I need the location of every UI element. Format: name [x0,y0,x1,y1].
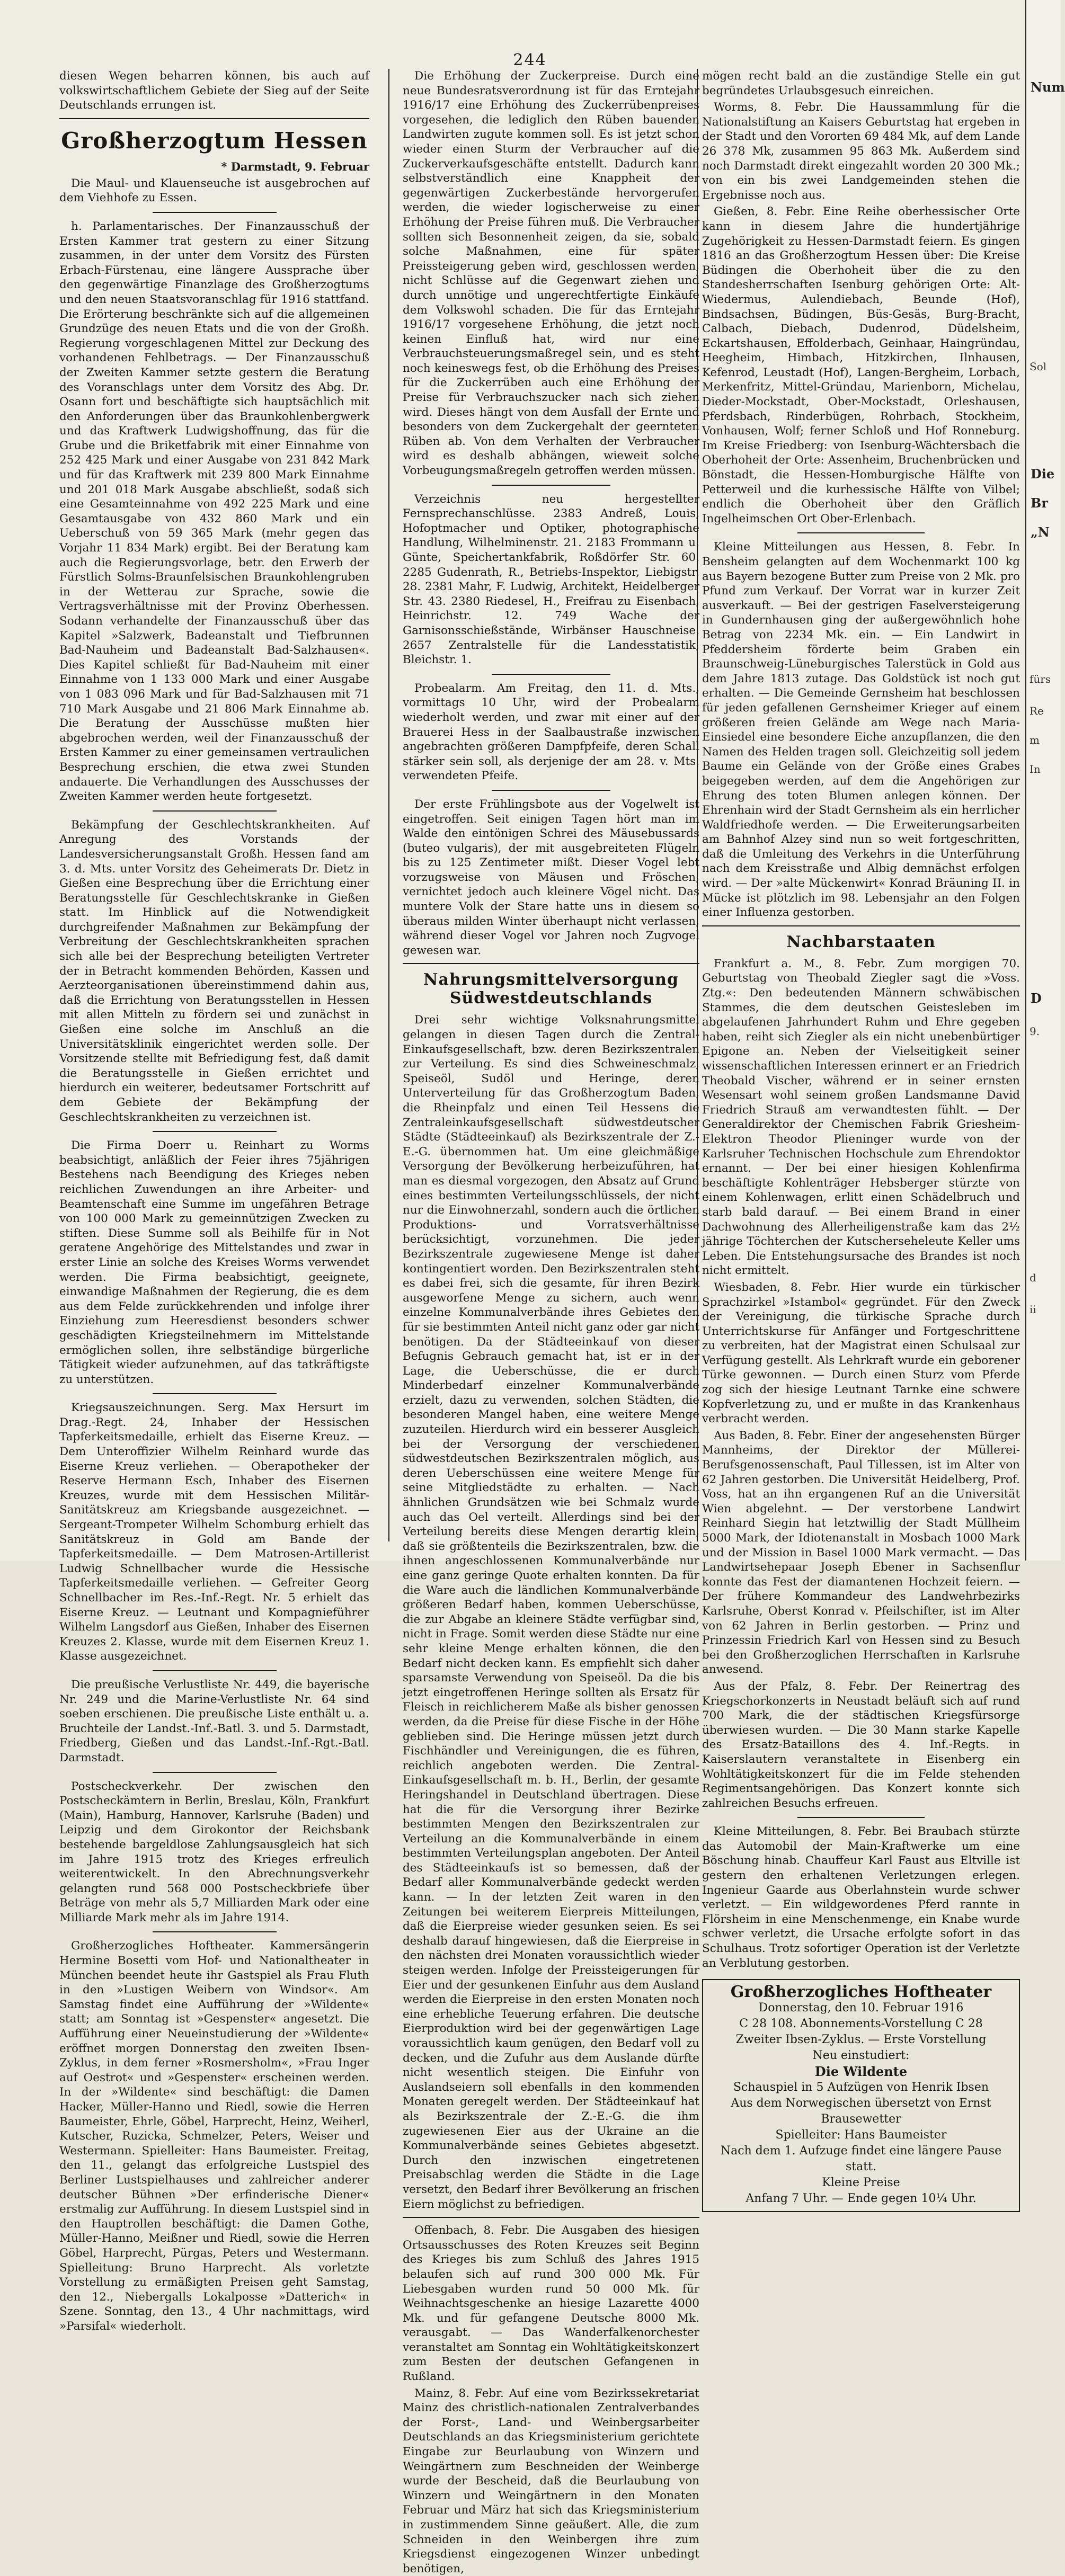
article: h. Parlamentarisches. Der Finanzausschuß der Ersten Kammer trat gestern zu einer Sitzung zusammen, in der unter dem Vorsitz des Fürsten Erbach-Fürstenau, eine längere Aussprache über den gegenwärtige Finanzlage des Großherzogtums und den neuen Staatsvoranschlag für 1916 stattfand. Die Erörterung beschränkte sich auf die allgemeinen Grundzüge des neuen Etats und die von der Großh. Regierung vorgeschlagenen Mittel zur Deckung des vorhandenen Fehlbetrags. — Der Finanzausschuß der Zweiten Kammer setzte gestern die Beratung des Voranschlags unter dem Vorsitz des Abg. Dr. Osann fort und beschäftigte sich hauptsächlich mit den Anforderungen über das Braunkohlenbergwerk und das Kraftwerk Ludwigshoffnung, das für die Grube und die Briketfabrik mit einer Einnahme von 252 425 Mark und einer Ausgabe von 231 842 Mark und für das Kraftwerk mit 239 800 Mark Einnahme und 201 018 Mark Ausgabe abschließt, sodaß sich eine Gesamteinnahme von 492 225 Mark und eine Gesamtausgabe von 432 860 Mark und ein Ueberschuß von 59 365 Mark (mehr gegen das Vorjahr 11 834 Mark) ergibt. Bei der Beratung kam auch die Regierungsvorlage, betr. den Erwerb der Fürstlich Solms-Braunfelsischen Braunkohlengruben in der Wetterau zur Sprache, sowie die Vertragsverhältnisse mit der Provinz Oberhessen. Sodann verhandelte der Finanzausschuß über das Kapitel »Salzwerk, Badeanstalt und Tiefbrunnen Bad-Nauheim und Badeanstalt Bad-Salzhausen«. Dies Kapitel schließt für Bad-Nauheim mit einer Einnahme von 1 133 000 Mark und einer Ausgabe von 1 083 096 Mark und für Bad-Salzhausen mit 71 710 Mark Ausgabe und 21 806 Mark Einnahme ab. Die Beratung der Ausschüsse mußten hier abgebrochen werden, weil der Finanzausschuß der Ersten Kammer zu einer gemeinsamen vertraulichen Besprechung erschien, die etwa zwei Stunden andauerte. Die Verhandlungen des Ausschusses der Zweiten Kammer werden heute fortgesetzt. [59,219,369,804]
announcement-prices: Kleine Preise [822,2176,900,2190]
article: Die preußische Verlustliste Nr. 449, die bayerische Nr. 249 und die Marine-Verlustliste Nr. 64 sind soeben erschienen. Die preußische Liste enthält u. a. Bruchteile der Landst.-Inf.-Batl. 3. und 5. Darmstadt, Friedberg, Gießen und das Landst.-Inf.-Rgt.-Batl. Darmstadt. [59,1678,369,1764]
article: Drei sehr wichtige Volksnahrungsmittel gelangen in diesen Tagen durch die Zentral-Einkaufsgesellschaft, bzw. deren Bezirkszentralen zur Verteilung. Es sind dies Schweineschmalz, Speiseöl, Sudöl und Heringe, deren Unterverteilung für das Großherzogtum Baden, die Rheinpfalz und einen Teil Hessens die Zentraleinkaufsgesellschaft südwestdeutscher Städte (Städteeinkauf) als Bezirkszentrale der Z.-E.-G. übernommen hat. Um eine gleichmäßige Versorgung der Bevölkerung herbeizuführen, hat man es diesmal vorgezogen, den Absatz auf Grund eines bestimmten Verteilungsschlüssels, der nicht nur die Einwohnerzahl, sondern auch die örtlichen Produktions- und Vorratsverhältnisse berücksichtigt, vorzunehmen. Die jeder Bezirkszentrale zugewiesene Menge ist daher kontingentiert worden. Den Bezirkszentralen steht es dabei frei, sich die gesamte, für ihren Bezirk ausgeworfene Menge zu sichern, auch wenn einzelne Kommunalverbände ihres Gebietes den für sie bestimmten Anteil nicht ganz oder gar nicht benötigen. Da der Städteeinkauf von dieser Befugnis Gebrauch gemacht hat, ist er in der Lage, die Ueberschüsse, die er durch Minderbedarf einzelner Kommunalverbände erzielt, dazu zu verwenden, solchen Städten, die besonderen Mangel haben, eine weitere Menge zuzuteilen. Hierdurch wird ein besserer Ausgleich bei der Versorgung der verschiedenen südwestdeutschen Bezirkszentralen möglich, aus deren Ueberschüssen eine weitere Menge für seine Mitgliedstädte zu erhalten. — Nach ähnlichen Grundsätzen wie bei Schmalz wurde auch das Oel verteilt. Allerdings sind bei der Verteilung bereits diese Mengen derartig klein, daß sie größtenteils die Bezirkszentralen, bzw. die ihnen angeschlossenen Kommunalverbände nur eine ganz geringe Quote erhalten konnten. Da für die Ware auch die ländlichen Kommunalverbände größeren Bedarf haben, kommen Ueberschüsse, die zur Abgabe an kleinere Städte verfügbar sind, nicht in Frage. Somit werden diese Städte nur eine sehr kleine Menge erhalten können, die den Bedarf nicht decken kann. Es empfiehlt sich daher sparsamste Verwendung von Speiseöl. Da die bis jetzt eingetroffenen Heringe sollten als Ersatz für Fleisch in reichlicherem Maße als bisher genossen werden, da die Preise für diese Fische in der Höhe geblieben sind. Die Heringe müssen jetzt durch Fischhändler und Vereinigungen, die es führen, reichlich angeboten werden. Die Zentral-Einkaufsgesellschaft m. b. H., Berlin, der gesamte Heringshandel in Deutschland übertragen. Diese hat die für die Versorgung ihrer Bezirke bestimmten Mengen den Bezirkszentralen zur Verteilung an die Kommunalverbände in einem bestimmten Verteilungsplan angeboten. Der Anteil des Städteeinkaufs ist so bemessen, daß der Bedarf aller Kommunalverbände gedeckt werden kann. — In der letzten Zeit waren in den Zeitungen bei weiterem Eierpreis Mitteilungen, daß die Eierpreise wieder gesunken seien. Es sei deshalb darauf hingewiesen, daß die Eierpreise in den nächsten drei Monaten voraussichtlich wieder steigen werden. Infolge der Preissteigerungen für Eier und der gesunkenen Einfuhr aus dem Ausland werden die Eierpreise in den ersten Monaten noch eine erhebliche Teuerung erfahren. Die deutsche Eierproduktion wird bei der gegenwärtigen Lage voraussichtlich kaum genügen, den Bedarf voll zu decken, und die Zufuhr aus dem Auslande dürfte nicht wesentlich steigen. Die Einfuhr von Auslandseiern soll ebenfalls in den kommenden Monaten geregelt werden. Der Städteeinkauf hat als Bezirkszentrale der Z.-E.-G. die ihm zugewiesenen Eier aus der Ukraine an die Kommunalverbände seines Gebietes abgesetzt. Durch den inzwischen eingetretenen Preisabschlag werden die Städte in die Lage versetzt, den Bedarf ihrer Bevölkerung an frischen Eiern möglichst zu befriedigen. [403,1013,699,2211]
divider [797,1817,925,1818]
section-title: Nahrungsmittelversorgung Südwestdeutschlands [423,970,679,1008]
announcement-cycle: Zweiter Ibsen-Zyklus. — Erste Vorstellung [735,2033,987,2047]
column-2 [403,69,699,2575]
column-1 [59,69,369,2333]
intro-text: diesen Wegen beharren können, bis auch auf volkswirtschaftlichem Gebiete der Sieg auf der Seite Deutschlands errungen ist. [59,69,369,112]
article: Wiesbaden, 8. Febr. Hier wurde ein türkischer Sprachzirkel »Istambol« gegründet. Für den Zweck der Vereinigung, die türkische Sprache durch Unterrichtskurse für Anfänger und Fortgeschrittene zu verbreiten, hat der Magistrat einen Schulsaal zur Verfügung gestellt. Als Lehrkraft wurde ein geborener Türke gewonnen. — Durch einen Sturz vom Pferde zog sich der hiesige Leutnant Tarnke eine schwere Kopfverletzung zu, und er mußte in das Krankenhaus verbracht werden. [702,1280,1020,1426]
strip-label: Br [1031,495,1048,511]
divider [403,2217,699,2218]
strip-label: fürs [1030,673,1051,685]
announcement-translation: Aus dem Norwegischen übersetzt von Ernst Brausewetter [731,2097,991,2126]
announcement-date: Donnerstag, den 10. Februar 1916 [758,2001,964,2015]
announcement-pause: Nach dem 1. Aufzuge findet eine längere Pause statt. [720,2144,1002,2174]
strip-label: „N [1031,524,1050,540]
strip-label: D [1031,991,1042,1006]
article: Der erste Frühlingsbote aus der Vogelwelt ist eingetroffen. Seit einigen Tagen hört man im Walde den eintönigen Schrei des Mäusebussards (buteo vulgaris), der mit ausgebreiteten Flügeln bis zu 125 Zentimeter mißt. Dieser Vogel lebt vorzugsweise von Mäusen und Fröschen, vernichtet jedoch auch kleinere Vögel nicht. Das muntere Volk der Stare hatte uns in diesem so überaus milden Winter überhaupt nicht verlassen, während dieser Vogel vor Jahren noch Zugvogel gewesen war. [403,797,699,957]
divider [153,1131,277,1132]
divider [797,532,925,533]
strip-label: Re [1030,705,1044,717]
article: Mainz, 8. Febr. Auf eine vom Bezirkssekretariat Mainz des christlich-nationalen Zentralverbandes der Forst-, Land- und Weinbergsarbeiter Deutschlands an das Kriegsministerium gerichtete Eingabe zur Beurlaubung von Winzern und Weingärtnern zum Beschneiden der Weinberge wurde der Bescheid, daß die Beurlaubung von Winzern und Weingärtnern in den Monaten Februar und März hat sich das Kriegsministerium in zustimmendem Sinne geäußert. Alle, die zum Schneiden in den Weinbergen ihre zum Kriegsdienst eingezogenen Winzer unbedingt benötigen, [403,2386,699,2575]
divider [492,674,610,675]
announcement-title: Großherzogliches Hoftheater [730,1983,992,2002]
article: Kleine Mitteilungen, 8. Febr. Bei Braubach stürzte das Automobil der Main-Kraftwerke um eine Böschung hinab. Chauffeur Karl Faust aus Eltville ist gestern den erhaltenen Verletzungen erlegen. Ingenieur Gaarde aus Oberlahnstein wurde schwer verletzt. — Ein wildgewordenes Pferd rannte in Flörsheim in eine Menschenmenge, ein Knabe wurde schwer verletzt, die Ursache erfolgte sofort in das Schulhaus. Trotz sofortiger Operation ist der Verletzte an Verblutung gestorben. [702,1825,1020,1970]
article: Die Maul- und Klauenseuche ist ausgebrochen auf dem Viehhofe zu Essen. [59,176,369,205]
strip-label: Num [1031,79,1065,95]
divider [403,963,699,964]
divider [702,925,1020,926]
article: Aus der Pfalz, 8. Febr. Der Reinertrag des Kriegschorkonzerts in Neustadt beläuft sich auf rund 700 Mark, die der städtischen Kriegsfürsorge überwiesen wurden. — Die 30 Mann starke Kapelle des Ersatz-Bataillons des 4. Inf.-Regts. in Kaiserslautern veranstaltete in Eisenberg ein Wohltätigkeitskonzert für die im Felde stehenden Regimentsangehörigen. Das Konzert konnte sich zahlreichen Besuchs erfreuen. [702,1679,1020,1810]
article: Postscheckverkehr. Der zwischen den Postscheckämtern in Berlin, Breslau, Köln, Frankfurt (Main), Hamburg, Hannover, Karlsruhe (Baden) und Leipzig und dem Girokontor der Reichsbank bestehende bargeldlose Zahlungsausgleich hat sich im Jahre 1915 trotz des Krieges erfreulich weiterentwickelt. In den Abrechnungsverkehr gelangten rund 568 000 Postscheckbriefe über Beträge von mehr als 5,7 Milliarden Mark oder eine Milliarde Mark mehr als im Jahre 1914. [59,1779,369,1924]
column-3 [702,69,1020,2206]
divider [153,1931,277,1932]
adjacent-page-strip [1025,0,1065,1561]
strip-label: In [1030,763,1041,776]
divider [153,810,277,812]
strip-label: ii [1030,1303,1036,1316]
strip-label: d [1030,1271,1036,1284]
divider [59,118,369,119]
theater-announcement [702,1979,1020,2212]
announcement-director: Spielleiter: Hans Baumeister [775,2128,947,2142]
article: Die Firma Doerr u. Reinhart zu Worms beabsichtigt, anläßlich der Feier ihres 75jährigen Bestehens nach Beendigung des Krieges neben reichlichen Zuwendungen an ihre Arbeiter- und Beamtenschaft eine Summe im ungefähren Betrage von 100 000 Mark zu gemeinnützigen Zwecken zu stiften. Diese Summe soll als Beihilfe für in Not geratene Angehörige des Mittelstandes und zwar in erster Linie an solche des Kreises Worms verwendet werden. Die Firma beabsichtigt, geeignete, einwandige Maßnahmen der Regierung, die es dem aus dem Felde zurückkehrenden und infolge ihrer Einziehung zum Heeresdienst besonders schwer geschädigten Kriegsteilnehmern im Mittelstande ermöglichen sollen, ihre selbständige bürgerliche Tätigkeit wieder aufzunehmen, auf das tatkräftigste zu unterstützen. [59,1139,369,1386]
announcement-sub: Schauspiel in 5 Aufzügen von Henrik Ibsen [733,2081,989,2094]
article: Gießen, 8. Febr. Eine Reihe oberhessischer Orte kann in diesem Jahre die hundertjährige Zugehörigkeit zu Hessen-Darmstadt feiern. Es gingen 1816 an das Großherzogtum Hessen über: Die Kreise Büdingen die Oberhoheit über die zu den Standesherrschaften Isenburg gehörigen Orte: Alt-Wiedermus, Aulendiebach, Beunde (Hof), Bindsachsen, Büdingen, Büs-Gesäs, Burg-Bracht, Calbach, Diebach, Dudenrod, Düdelsheim, Eckartshausen, Effolderbach, Geinhaar, Haingründau, Heegheim, Himbach, Hitzkirchen, Ilnhausen, Kefenrod, Leustadt (Hof), Langen-Bergheim, Lorbach, Merkenfritz, Mittel-Gründau, Marienborn, Michelau, Dieder-Mockstadt, Ober-Mockstadt, Orleshausen, Pferdsbach, Rinderbügen, Rohrbach, Stockheim, Vonhausen, Wolf; ferner Schloß und Hof Ronneburg. Im Kreise Friedberg: von Isenburg-Wächtersbach die Oberhoheit der Orte: Assenheim, Bruchenbrücken und Bönstadt, die Hessen-Homburgische Hälfte von Petterweil und die kurhessische Hälfte von Vilbel; endlich die Oberhoheit über den Gräflich Ingelheimschen Ort Ober-Erlenbach. [702,205,1020,525]
announcement-play: Die Wildente [814,2064,908,2080]
article: Aus Baden, 8. Febr. Einer der angesehensten Bürger Mannheims, der Direktor der Müllerei-Berufsgenossenschaft, Paul Tillessen, ist im Alter von 62 Jahren gestorben. Die Universität Heidelberg, Prof. Voss, hat an ihn ergangenen Ruf an die Universität Wien abgelehnt. — Der verstorbene Landwirt Reinhard Siegin hat letztwillig der Stadt Müllheim 5000 Mark, der Idiotenanstalt in Mosbach 1000 Mark und der Mission in Basel 1000 Mark vermacht. — Das Landwirtsehepaar Joseph Ebener in Sachsenflur konnte das Fest der diamantenen Hochzeit feiern. — Der frühere Kommandeur des Landwehrbezirks Karlsruhe, Oberst Konrad v. Pfeilschifter, ist im Alter von 62 Jahren in Berlin gestorben. — Prinz und Prinzessin Friedrich Karl von Hessen sind zu Besuch bei den Großherzoglichen Herrschaften in Karlsruhe anwesend. [702,1429,1020,1677]
article: mögen recht bald an die zuständige Stelle ein gut begründetes Urlaubsgesuch einreichen. [702,69,1020,97]
section-title: Nachbarstaaten [786,932,936,951]
divider [153,1670,277,1671]
article: Kriegsauszeichnungen. Serg. Max Hersurt im Drag.-Regt. 24, Inhaber der Hessischen Tapferkeitsmedaille, erhielt das Eiserne Kreuz. — Dem Unteroffizier Wilhelm Reinhard wurde das Eiserne Kreuz verliehen. — Oberapotheker der Reserve Hermann Esch, Inhaber des Eisernen Kreuzes, wurde mit dem Hessischen Militär-Sanitätskreuz am Kriegsbande ausgezeichnet. — Sergeant-Trompeter Wilhelm Schomburg erhielt das Sanitätskreuz in Gold am Bande der Tapferkeitsmedaille. — Dem Matrosen-Artillerist Ludwig Schnellbacher wurde die Hessische Tapferkeitsmedaille verliehen. — Gefreiter Georg Schnellbacher im Res.-Inf.-Regt. Nr. 5 erhielt das Eiserne Kreuz. — Leutnant und Kompagnieführer Wilhelm Langsdorf aus Gießen, Inhaber des Eisernen Kreuzes 2. Klasse, wurde mit dem Eisernen Kreuz 1. Klasse ausgezeichnet. [59,1401,369,1663]
section-title: Großherzogtum Hessen [61,127,368,154]
divider [492,485,610,486]
divider [153,212,277,213]
article: Bekämpfung der Geschlechtskrankheiten. Auf Anregung des Vorstands der Landesversicherungsanstalt Großh. Hessen fand am 3. d. Mts. unter Vorsitz des Geheimerats Dr. Dietz in Gießen eine Besprechung über die Errichtung einer Beratungsstelle für Geschlechtskranke in Gießen statt. Im Hinblick auf die Notwendigkeit durchgreifender Maßnahmen zur Bekämpfung der Verbreitung der Geschlechtskrankheiten sprachen sich alle bei der Besprechung beteiligten Vertreter der in Betracht kommenden Behörden, Kassen und Aerzteorganisationen übereinstimmend dahin aus, daß die Errichtung von Beratungsstellen in Hessen mit allen Mitteln zu fördern sei und zunächst in Gießen eine solche im Anschluß an die Universitätsklinik eingerichtet werden solle. Der Vorsitzende stellte mit Befriedigung fest, daß damit die Beratungsstelle in Gießen errichtet und hierdurch ein weiterer, bedeutsamer Fortschritt auf dem Gebiete der Bekämpfung der Geschlechtskrankheiten zu verzeichnen ist. [59,818,369,1124]
article: Worms, 8. Febr. Die Haussammlung für die Nationalstiftung an Kaisers Geburtstag hat ergeben in der Stadt und den Vororten 69 484 Mk, auf dem Lande 26 378 Mk, zusammen 95 863 Mk. Außerdem sind noch Darmstadt direkt eingezahlt worden 20 300 Mk.; von ein bis zwei Landgemeinden stehen die Ergebnisse noch aus. [702,101,1020,202]
announcement-neu: Neu einstudiert: [812,2049,910,2063]
article: Verzeichnis neu hergestellter Fernsprechanschlüsse. 2383 Andreß, Louis, Hofoptmacher und Optiker, photographische Handlung, Wilhelminenstr. 21. 2183 Frommann u. Günte, Speichertankfabrik, Roßdörfer Str. 60. 2285 Gudenrath, R., Betriebs-Inspektor, Liebigstr. 28. 2381 Mahr, F. Ludwig, Architekt, Heidelberger Str. 43. 2380 Riedesel, H., Freifrau zu Eisenbach, Heinrichstr. 12. 749 Wache der Garnisonsschießstände, Wirbänser Hauschneise. 2657 Zentralstelle für die Landesstatistik, Bleichstr. 1. [403,492,699,667]
dateline: * Darmstadt, 9. Februar [221,159,369,173]
article: Offenbach, 8. Febr. Die Ausgaben des hiesigen Ortsausschusses des Roten Kreuzes seit Beginn des Krieges bis zum Schluß des Jahres 1915 belaufen sich auf rund 300 000 Mk. Für Liebesgaben wurden rund 50 000 Mk. für Weihnachtsgeschenke an hiesige Lazarette 4000 Mk. und für gefangene Deutsche 8000 Mk. verausgabt. — Das Wanderfalkenorchester veranstaltet am Sonntag ein Wohltätigkeitskonzert zum Besten der deutschen Gefangenen in Rußland. [403,2224,699,2384]
announcement-abo: C 28 108. Abonnements-Vorstellung C 28 [739,2017,983,2031]
strip-label: 9. [1030,1025,1040,1038]
announcement-time: Anfang 7 Uhr. — Ende gegen 10¼ Uhr. [746,2192,977,2206]
article: Großherzogliches Hoftheater. Kammersängerin Hermine Bosetti vom Hof- und Nationaltheater in München beendet heute ihr Gastspiel als Frau Fluth in den »Lustigen Weibern von Windsor«. Am Samstag findet eine Aufführung der »Wildente« statt; am Sonntag ist »Gespenster« angesetzt. Die Aufführung einer Neueinstudierung der »Wildente« eröffnet morgen Donnerstag den zweiten Ibsen-Zyklus, in dem ferner »Rosmersholm«, »Frau Inger auf Oestrot« und »Gespenster« erscheinen werden. In der »Wildente« sind beschäftigt: die Damen Hacker, Müller-Hanno und Riedl, sowie die Herren Baumeister, Ehrle, Göbel, Harprecht, Heinz, Weiherl, Kutscher, Ruzicka, Schmelzer, Peters, Weiser und Westermann. Spielleiter: Hans Baumeister. Freitag, den 11., gelangt das erfolgreiche Lustspiel des Berliner Lustspielhauses und zahlreicher anderer deutscher Bühnen »Der erfinderische Diener« erstmalig zur Aufführung. In diesem Lustspiel sind in den Hauptrollen beschäftigt: die Damen Gothe, Müller-Hanno, Meißner und Riedl, sowie die Herren Göbel, Harprecht, Pürgas, Peters und Westermann. Spielleitung: Bruno Harprecht. Als vorletzte Vorstellung zu ermäßigten Preisen geht Samstag, den 12., Niebergalls Lokalposse »Datterich« in Szene. Sonntag, den 13., 4 Uhr nachmittags, wird »Parsifal« wiederholt. [59,1939,369,2333]
article: Probealarm. Am Freitag, den 11. d. Mts., vormittags 10 Uhr, wird der Probealarm wiederholt werden, und zwar mit einer auf der Brauerei Hess in der Saalbaustraße inzwischen angebrachten größeren Dampfpfeife, deren Schall stärker sein soll, als derjenige der am 28. v. Mts. verwendeten Pfeife. [403,681,699,783]
article: Frankfurt a. M., 8. Febr. Zum morgigen 70. Geburtstag von Theobald Ziegler sagt die »Voss. Ztg.«: Den bedeutenden Männern schwäbischen Stammes, die dem deutschen Geistesleben im abgelaufenen Jahrhundert Ruhm und Ehre gegeben haben, reiht sich Ziegler als ein nicht unebenbürtiger Epigone an. Neben der Vielseitigkeit seiner wissenschaftlichen Interessen erinnert er an Friedrich Theobald Vischer, während er in seiner ernsten Wesensart wohl seinem großen Landsmanne David Friedrich Strauß am verwandtesten fühlt. — Der Generaldirektor der Chemischen Fabrik Griesheim-Elektron Theodor Plieninger wurde von der Karlsruher Technischen Hochschule zum Ehrendoktor ernannt. — Der bei einer hiesigen Kohlenfirma beschäftigte Kohlenträger Hebsberger stürzte von einem Kohlenwagen, erlitt einen Schädelbruch und starb bald darauf. — Bei einem Brand in einer Dachwohnung des Allerheiligenstraße kam das 2½ jährige Töchterchen der Kutscherseheleute Keller ums Leben. Die Entstehungsursache des Brandes ist noch nicht ermittelt. [702,957,1020,1278]
strip-label: Die [1031,466,1055,482]
divider [153,1772,277,1773]
page-number: 244 [513,51,547,69]
strip-label: Sol [1030,360,1047,373]
article: Die Erhöhung der Zuckerpreise. Durch eine neue Bundesratsverordnung ist für das Erntejahr 1916/17 eine Erhöhung des Zuckerrübenpreises vorgesehen, die lediglich den Rüben bauenden Landwirten zugute kommen soll. Es ist jetzt schon wieder einen Sturm der Verbraucher auf die Zuckerverkaufsgeschäfte entstellt. Dadurch kann selbstverständlich eine Knappheit der gegenwärtigen Zuckerbestände hervorgerufen werden, die wieder logischerweise zu einer Erhöhung der Preise führen muß. Die Verbraucher sollten sich Besonnenheit zeigen, da sie, sobald solche Maßnahmen, eine für später Preissteigerung geben wird, geschlossen werden, nicht Schlüsse auf die Gegenwart ziehen und durch unnötige und ungerechtfertigte Einkäufe dem Volkswohl schaden. Die für das Erntejahr 1916/17 vorgesehene Erhöhung, die jetzt noch keinen Einfluß hat, wird nur eine Verbrauchsteuerungsmaßregel sein, und es steht noch keineswegs fest, ob die Erhöhung des Preises für die Zuckerrüben auch eine Erhöhung der Preise für Verbrauchszucker nach sich ziehen wird. Dieses hängt von dem Ausfall der Ernte und besonders von dem Zuckergehalt der geernteten Rüben ab. Von dem Verhalten der Verbraucher wird es deshalb abhängen, wieweit solche Vorbeugungsmaßregeln getroffen werden müssen. [403,69,699,478]
divider [153,1393,277,1394]
divider [492,790,610,791]
article: Kleine Mitteilungen aus Hessen, 8. Febr. In Bensheim gelangten auf dem Wochenmarkt 100 kg aus Bayern bezogene Butter zum Preise von 2 Mk. pro Pfund zum Verkauf. Der Vorrat war in kurzer Zeit ausverkauft. — Bei der gestrigen Faselversteigerung in Gundernhausen ging der außergewöhnlich hohe Betrag von 2234 Mk. ein. — Ein Landwirt in Pfeddersheim förderte beim Graben ein Braunschweig-Lüneburgisches Talerstück in Gold aus dem Jahre 1813 zutage. Das Goldstück ist noch gut erhalten. — Die Gemeinde Gernsheim hat beschlossen für jeden gefallenen Gernsheimer Krieger auf einem größeren freien Gelände am Wege nach Maria-Einsiedel eine besondere Eiche anzupflanzen, die den Namen des Helden tragen soll. Gleichzeitig soll jedem Baume ein Gelände von der Größe eines Grabes beigegeben werden, auf dem die Angehörigen zur Ehrung des toten Blumen anlegen können. Der Ehrenhain wird der Stadt Gernsheim als ein herrlicher Waldfriedhofe werden. — Die Erweiterungsarbeiten am Bahnhof Alzey sind nun so weit fortgeschritten, daß die Umleitung des Verkehrs in die Unterführung nach dem Kreisstraße und Albig demnächst erfolgen wird. — Der »alte Mückenwirt« Konrad Bräuning II. in Mücke ist plötzlich im 98. Lebensjahr an den Folgen einer Influenza gestorben. [702,540,1020,920]
column-rule [388,69,389,1541]
strip-label: m [1030,734,1040,746]
